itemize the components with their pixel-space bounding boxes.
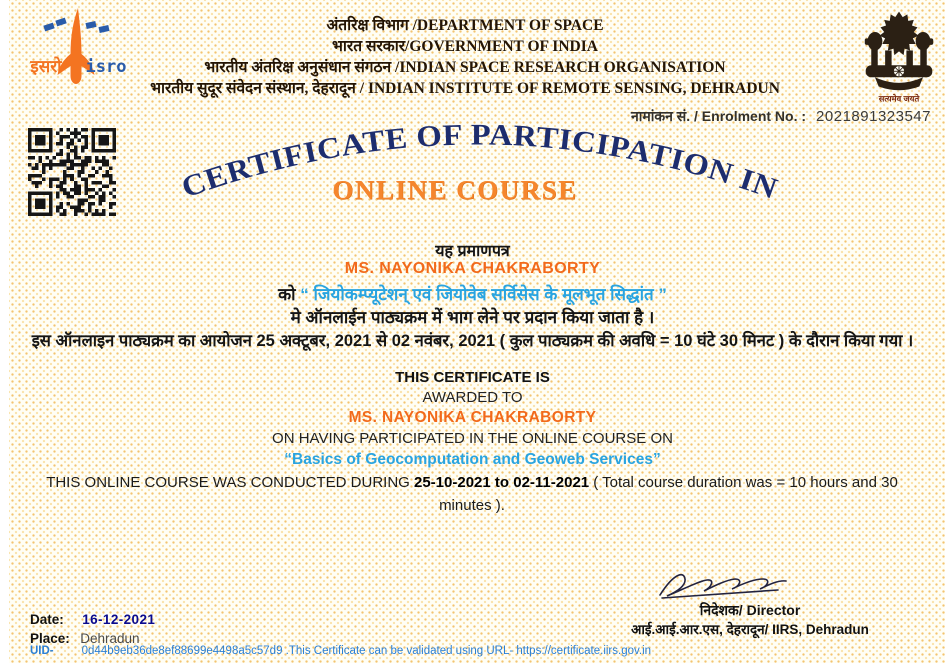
this-certificate-is: THIS CERTIFICATE IS: [395, 369, 550, 386]
header-line-dos: अंतरिक्ष विभाग /DEPARTMENT OF SPACE: [326, 17, 604, 34]
national-emblem-icon: [862, 6, 936, 106]
uid-label: UID-: [30, 645, 54, 657]
recipient-name-hindi-block: MS. NAYONIKA CHAKRABORTY: [344, 260, 601, 277]
course-title-english: “Basics of Geocomputation and Geoweb Services”: [284, 451, 661, 468]
hindi-course-line: [20, 282, 925, 305]
uid-row: [30, 645, 651, 657]
conducted-prefix: THIS ONLINE COURSE WAS CONDUCTED DURING: [46, 474, 414, 491]
header-line-isro: भारतीय अंतरिक्ष अनुसंधान संगठन /INDIAN SPACE RESEARCH ORGANISATION: [204, 59, 726, 76]
uid-value-and-url: 0d44b9eb36de8ef88699e4498a5c57d9 .This Certificate can be validated using URL- https://certificate.iirs.gov.in: [81, 645, 652, 657]
online-course-subtitle: ONLINE COURSE: [332, 175, 578, 205]
header-line-goi: भारत सरकार/GOVERNMENT OF INDIA: [332, 38, 598, 55]
course-title-hindi: “ जियोकम्प्यूटेशन् एवं जियोवेब सर्विसेस के मूलभूत सिद्धांत ”: [300, 285, 667, 304]
hindi-this-certificate: यह प्रमाणपत्र: [435, 243, 510, 260]
enrolment-number: 2021891323547: [816, 108, 931, 125]
date-row: [30, 611, 155, 629]
date-label: Date:: [30, 612, 64, 627]
conducted-dates: 25-10-2021 to 02-11-2021: [414, 474, 590, 491]
signature-image: [652, 567, 812, 603]
isro-logo-hindi-text: इसरो: [30, 57, 62, 76]
qr-code: [28, 128, 116, 216]
hindi-awarded-line: मे ऑनलाईन पाठ्यक्रम में भाग लेने पर प्रदान किया जाता है ।: [290, 308, 655, 327]
isro-logo: [22, 6, 130, 94]
director-org: आई.आई.आर.एस, देहरादून/ IIRS, Dehradun: [631, 622, 869, 637]
participated-line: ON HAVING PARTICIPATED IN THE ONLINE COURSE ON: [272, 430, 673, 447]
director-title: निदेशक/ Director: [699, 602, 801, 618]
header-org-block: [120, 15, 810, 99]
director-block: [600, 601, 900, 638]
hindi-conducted-line: इस ऑनलाइन पाठ्यक्रम का आयोजन 25 अक्टूबर, 2021 से 02 नवंबर, 2021 ( कुल पाठ्यक्रम की अवधि = 10 घंटे 30 मिनट ) के दौरान किया गया ।: [31, 332, 914, 350]
place-label: Place:: [30, 631, 70, 646]
conducted-during-line: [42, 471, 902, 517]
date-value: 16-12-2021: [82, 612, 156, 627]
header-line-iirs: भारतीय सुदूर संवेदन संस्थान, देहरादून / INDIAN INSTITUTE OF REMOTE SENSING, DEHRADUN: [150, 80, 780, 97]
conducted-suffix: ( Total course duration was = 10 hours and 30 minutes ).: [439, 474, 898, 514]
hindi-presented-prefix: को: [278, 285, 296, 304]
emblem-motto-text: सत्यमेव जयते: [878, 93, 920, 104]
isro-logo-latin-text: isro: [85, 57, 127, 77]
enrolment-label: नामांकन सं. / Enrolment No. :: [630, 108, 807, 124]
certificate-title-text: CERTIFICATE OF PARTICIPATION IN: [177, 118, 780, 206]
isro-rocket-shape: [71, 8, 82, 84]
recipient-name-english-block: MS. NAYONIKA CHAKRABORTY: [348, 409, 597, 426]
place-value: Dehradun: [80, 631, 140, 646]
awarded-to: AWARDED TO: [422, 389, 523, 406]
